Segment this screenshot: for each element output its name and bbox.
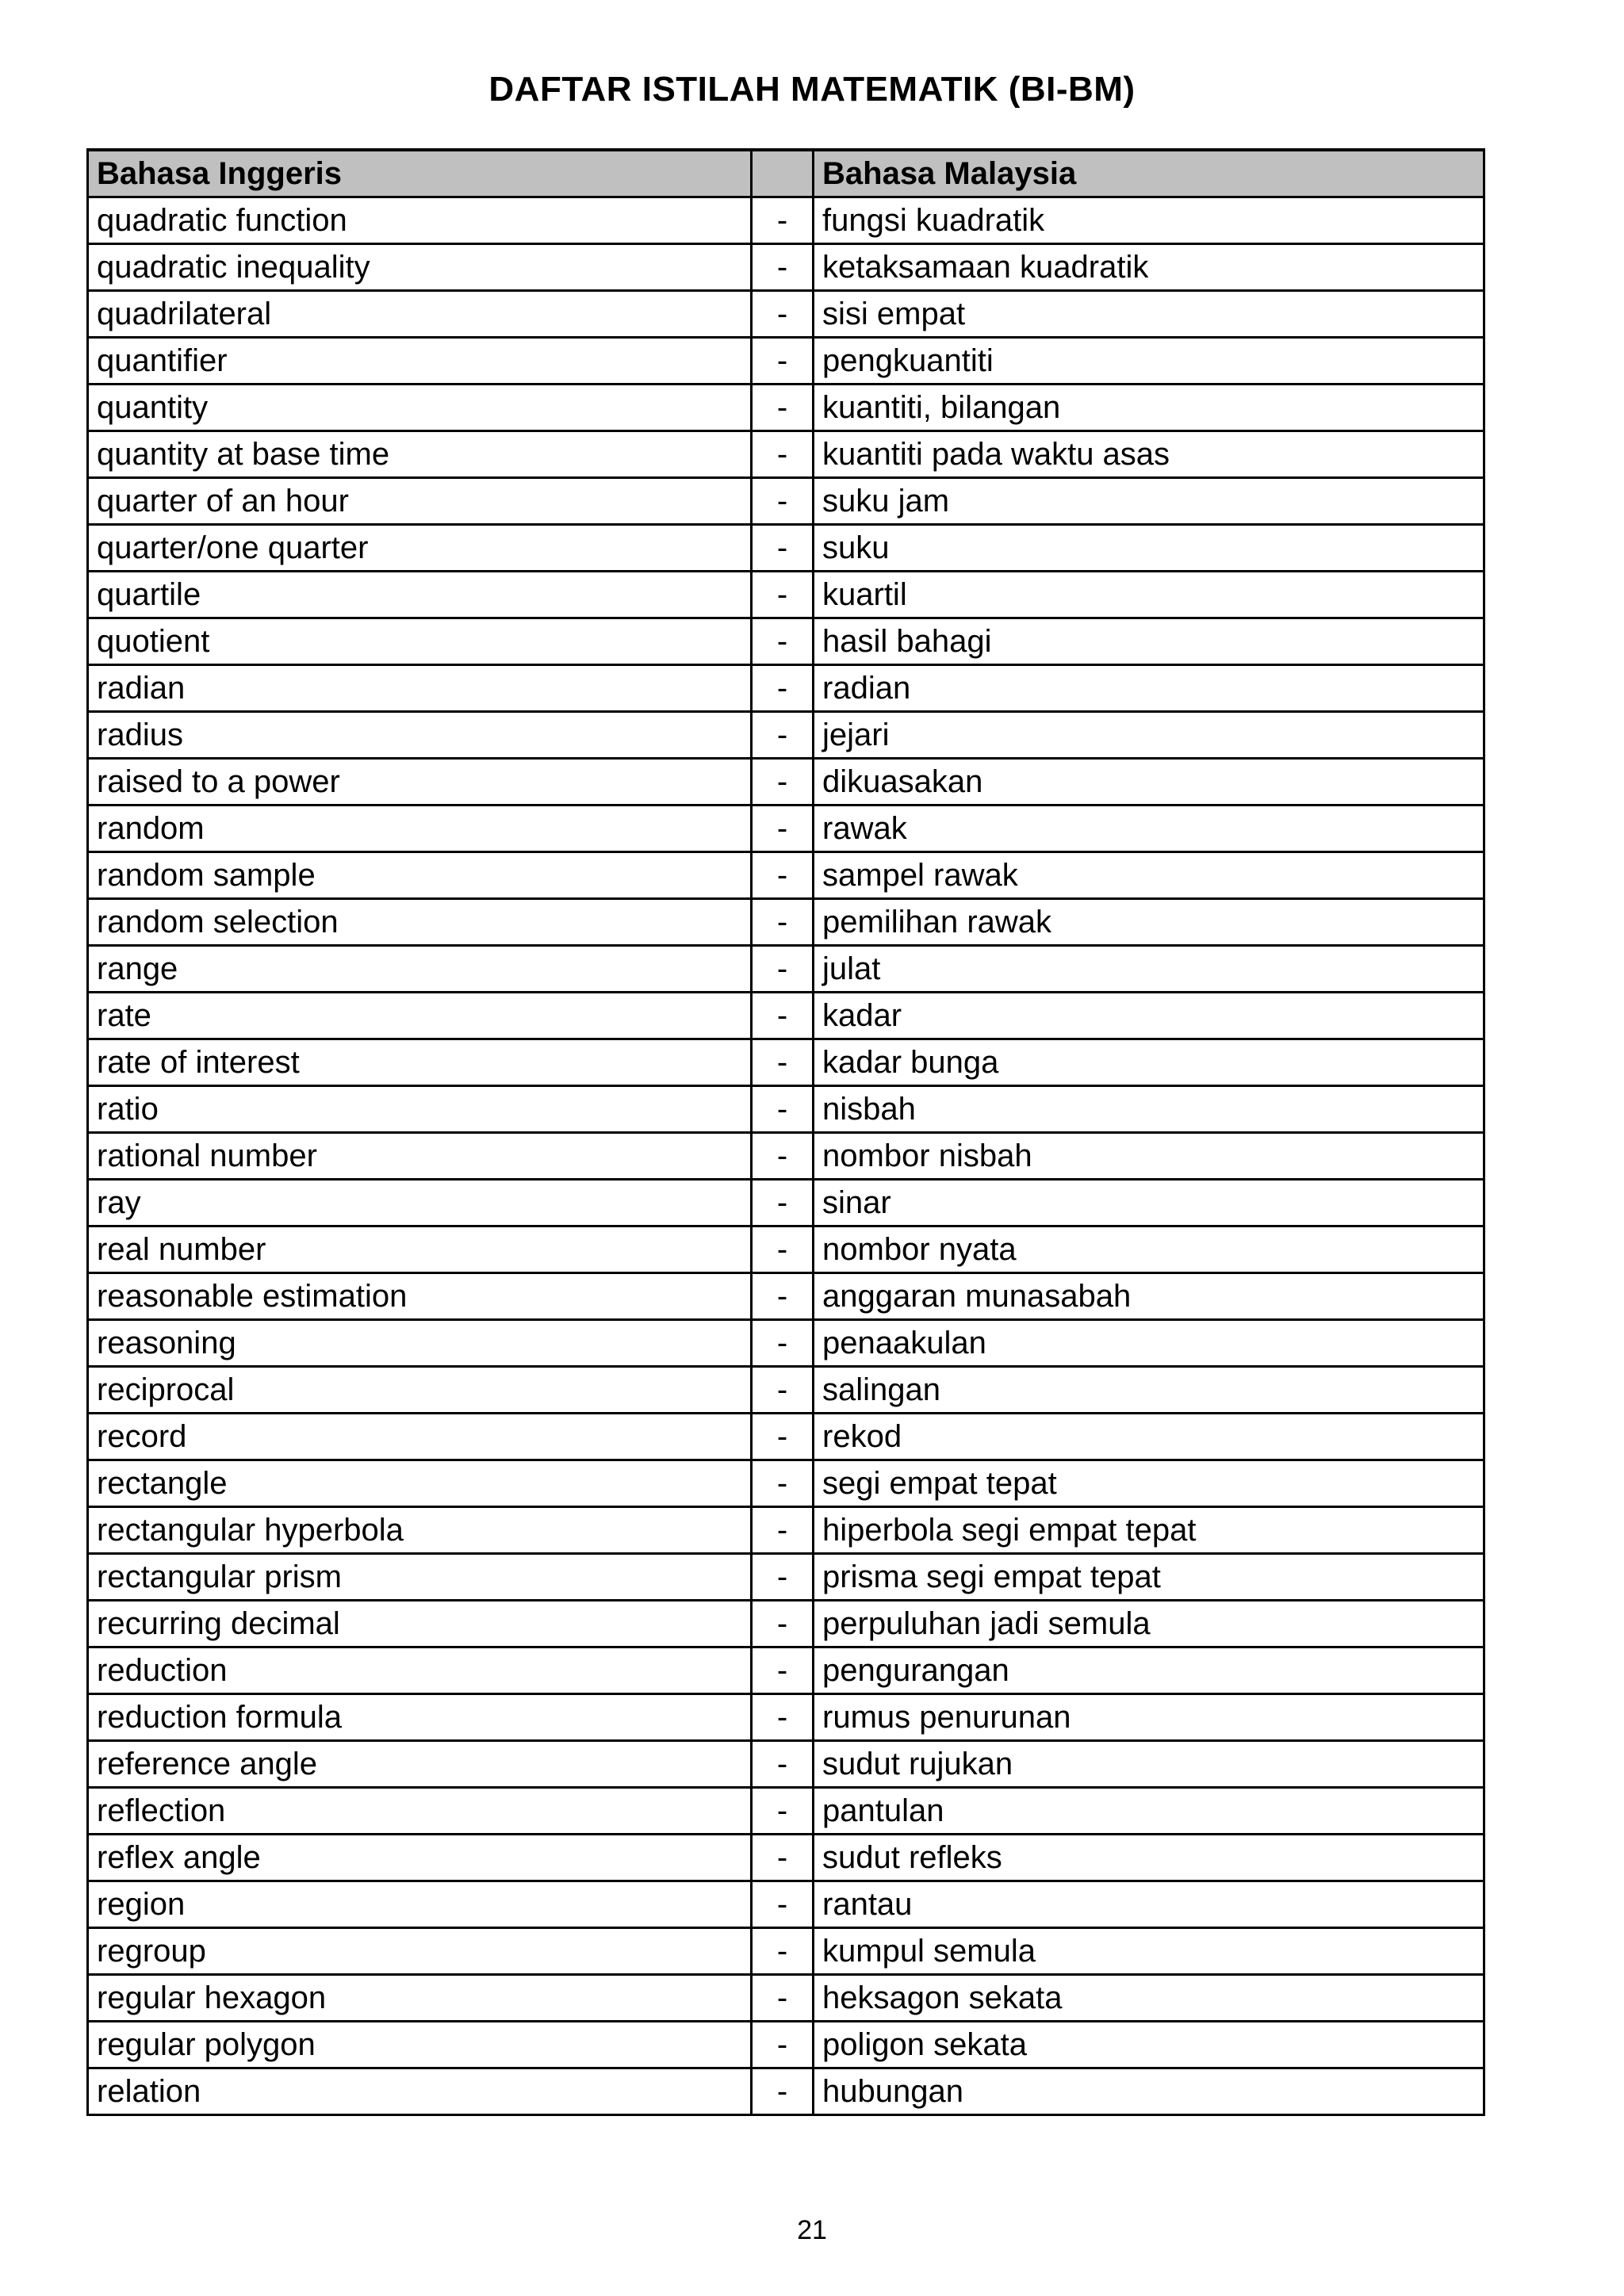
separator-dash: - <box>752 244 814 291</box>
english-term: quartile <box>88 572 752 618</box>
table-row <box>88 1133 1484 1180</box>
separator-dash: - <box>752 759 814 806</box>
header-separator <box>752 150 814 197</box>
separator-dash: - <box>752 291 814 338</box>
separator-dash: - <box>752 1273 814 1320</box>
malay-term: anggaran munasabah <box>814 1273 1484 1320</box>
english-term: raised to a power <box>88 759 752 806</box>
malay-term: nombor nisbah <box>814 1133 1484 1180</box>
separator-dash: - <box>752 899 814 946</box>
table-row <box>88 852 1484 899</box>
english-term: relation <box>88 2068 752 2115</box>
malay-term: sudut refleks <box>814 1835 1484 1881</box>
header-malay: Bahasa Malaysia <box>814 150 1484 197</box>
english-term: quarter/one quarter <box>88 525 752 572</box>
english-term: quarter of an hour <box>88 478 752 525</box>
separator-dash: - <box>752 1086 814 1133</box>
malay-term: rawak <box>814 806 1484 852</box>
table-row <box>88 2068 1484 2115</box>
table-row <box>88 1039 1484 1086</box>
malay-term: julat <box>814 946 1484 993</box>
glossary-table <box>86 148 1485 2116</box>
table-row <box>88 385 1484 431</box>
english-term: quantity at base time <box>88 431 752 478</box>
english-term: rectangular prism <box>88 1554 752 1601</box>
english-term: reflex angle <box>88 1835 752 1881</box>
english-term: quadrilateral <box>88 291 752 338</box>
page-title: DAFTAR ISTILAH MATEMATIK (BI-BM) <box>488 70 1136 109</box>
table-row <box>88 525 1484 572</box>
separator-dash: - <box>752 1180 814 1226</box>
separator-dash: - <box>752 385 814 431</box>
table-row <box>88 197 1484 244</box>
table-row <box>88 759 1484 806</box>
table-row <box>88 1647 1484 1694</box>
english-term: rectangle <box>88 1460 752 1507</box>
english-term: radian <box>88 665 752 712</box>
english-term: rational number <box>88 1133 752 1180</box>
english-term: ray <box>88 1180 752 1226</box>
table-row <box>88 572 1484 618</box>
table-row <box>88 665 1484 712</box>
table-row <box>88 431 1484 478</box>
english-term: reference angle <box>88 1741 752 1788</box>
malay-term: nombor nyata <box>814 1226 1484 1273</box>
malay-term: kuartil <box>814 572 1484 618</box>
table-row <box>88 1928 1484 1975</box>
malay-term: rumus penurunan <box>814 1694 1484 1741</box>
table-row <box>88 1273 1484 1320</box>
header-english: Bahasa Inggeris <box>88 150 752 197</box>
malay-term: pantulan <box>814 1788 1484 1835</box>
table-row <box>88 993 1484 1039</box>
table-row <box>88 1975 1484 2022</box>
table-row <box>88 1788 1484 1835</box>
separator-dash: - <box>752 1414 814 1460</box>
separator-dash: - <box>752 712 814 759</box>
table-row <box>88 1086 1484 1133</box>
malay-term: rekod <box>814 1414 1484 1460</box>
separator-dash: - <box>752 525 814 572</box>
malay-term: jejari <box>814 712 1484 759</box>
table-header-row <box>88 150 1484 197</box>
table-row <box>88 2022 1484 2068</box>
malay-term: fungsi kuadratik <box>814 197 1484 244</box>
table-row <box>88 1180 1484 1226</box>
separator-dash: - <box>752 665 814 712</box>
separator-dash: - <box>752 1507 814 1554</box>
malay-term: kadar <box>814 993 1484 1039</box>
english-term: reasonable estimation <box>88 1273 752 1320</box>
malay-term: sudut rujukan <box>814 1741 1484 1788</box>
malay-term: hiperbola segi empat tepat <box>814 1507 1484 1554</box>
english-term: ratio <box>88 1086 752 1133</box>
separator-dash: - <box>752 2068 814 2115</box>
separator-dash: - <box>752 1881 814 1928</box>
table-row <box>88 1414 1484 1460</box>
separator-dash: - <box>752 1975 814 2022</box>
separator-dash: - <box>752 946 814 993</box>
malay-term: nisbah <box>814 1086 1484 1133</box>
malay-term: ketaksamaan kuadratik <box>814 244 1484 291</box>
malay-term: segi empat tepat <box>814 1460 1484 1507</box>
english-term: range <box>88 946 752 993</box>
malay-term: pemilihan rawak <box>814 899 1484 946</box>
english-term: rectangular hyperbola <box>88 1507 752 1554</box>
table-row <box>88 1507 1484 1554</box>
malay-term: sisi empat <box>814 291 1484 338</box>
separator-dash: - <box>752 1133 814 1180</box>
malay-term: perpuluhan jadi semula <box>814 1601 1484 1647</box>
english-term: radius <box>88 712 752 759</box>
english-term: quotient <box>88 618 752 665</box>
separator-dash: - <box>752 197 814 244</box>
separator-dash: - <box>752 1928 814 1975</box>
table-row <box>88 291 1484 338</box>
separator-dash: - <box>752 852 814 899</box>
table-row <box>88 1694 1484 1741</box>
malay-term: kuantiti, bilangan <box>814 385 1484 431</box>
separator-dash: - <box>752 2022 814 2068</box>
english-term: reasoning <box>88 1320 752 1367</box>
malay-term: sinar <box>814 1180 1484 1226</box>
separator-dash: - <box>752 431 814 478</box>
malay-term: sampel rawak <box>814 852 1484 899</box>
table-row <box>88 899 1484 946</box>
separator-dash: - <box>752 1694 814 1741</box>
malay-term: suku jam <box>814 478 1484 525</box>
malay-term: pengurangan <box>814 1647 1484 1694</box>
page-number: 21 <box>797 2215 827 2245</box>
malay-term: kadar bunga <box>814 1039 1484 1086</box>
separator-dash: - <box>752 478 814 525</box>
english-term: quadratic function <box>88 197 752 244</box>
english-term: reflection <box>88 1788 752 1835</box>
malay-term: dikuasakan <box>814 759 1484 806</box>
table-row <box>88 1881 1484 1928</box>
table-row <box>88 338 1484 385</box>
table-row <box>88 244 1484 291</box>
glossary-body <box>88 197 1484 2115</box>
table-row <box>88 1367 1484 1414</box>
english-term: regroup <box>88 1928 752 1975</box>
malay-term: suku <box>814 525 1484 572</box>
malay-term: salingan <box>814 1367 1484 1414</box>
table-row <box>88 618 1484 665</box>
english-term: regular hexagon <box>88 1975 752 2022</box>
table-row <box>88 1835 1484 1881</box>
table-row <box>88 1320 1484 1367</box>
english-term: reduction formula <box>88 1694 752 1741</box>
table-row <box>88 1554 1484 1601</box>
english-term: real number <box>88 1226 752 1273</box>
english-term: reciprocal <box>88 1367 752 1414</box>
separator-dash: - <box>752 1788 814 1835</box>
table-row <box>88 478 1484 525</box>
malay-term: heksagon sekata <box>814 1975 1484 2022</box>
malay-term: kuantiti pada waktu asas <box>814 431 1484 478</box>
english-term: reduction <box>88 1647 752 1694</box>
table-row <box>88 1226 1484 1273</box>
separator-dash: - <box>752 1039 814 1086</box>
english-term: random sample <box>88 852 752 899</box>
separator-dash: - <box>752 1226 814 1273</box>
malay-term: hasil bahagi <box>814 618 1484 665</box>
separator-dash: - <box>752 1741 814 1788</box>
english-term: record <box>88 1414 752 1460</box>
separator-dash: - <box>752 1320 814 1367</box>
malay-term: radian <box>814 665 1484 712</box>
separator-dash: - <box>752 1554 814 1601</box>
malay-term: prisma segi empat tepat <box>814 1554 1484 1601</box>
table-row <box>88 806 1484 852</box>
separator-dash: - <box>752 806 814 852</box>
separator-dash: - <box>752 1460 814 1507</box>
english-term: quantity <box>88 385 752 431</box>
english-term: rate <box>88 993 752 1039</box>
english-term: random selection <box>88 899 752 946</box>
malay-term: rantau <box>814 1881 1484 1928</box>
malay-term: kumpul semula <box>814 1928 1484 1975</box>
table-row <box>88 1460 1484 1507</box>
english-term: quantifier <box>88 338 752 385</box>
english-term: quadratic inequality <box>88 244 752 291</box>
malay-term: pengkuantiti <box>814 338 1484 385</box>
english-term: random <box>88 806 752 852</box>
separator-dash: - <box>752 618 814 665</box>
separator-dash: - <box>752 1367 814 1414</box>
malay-term: penaakulan <box>814 1320 1484 1367</box>
table-row <box>88 1601 1484 1647</box>
table-row <box>88 712 1484 759</box>
separator-dash: - <box>752 1601 814 1647</box>
separator-dash: - <box>752 993 814 1039</box>
table-row <box>88 1741 1484 1788</box>
english-term: recurring decimal <box>88 1601 752 1647</box>
malay-term: hubungan <box>814 2068 1484 2115</box>
table-row <box>88 946 1484 993</box>
english-term: region <box>88 1881 752 1928</box>
english-term: regular polygon <box>88 2022 752 2068</box>
separator-dash: - <box>752 338 814 385</box>
separator-dash: - <box>752 1647 814 1694</box>
malay-term: poligon sekata <box>814 2022 1484 2068</box>
english-term: rate of interest <box>88 1039 752 1086</box>
separator-dash: - <box>752 1835 814 1881</box>
separator-dash: - <box>752 572 814 618</box>
